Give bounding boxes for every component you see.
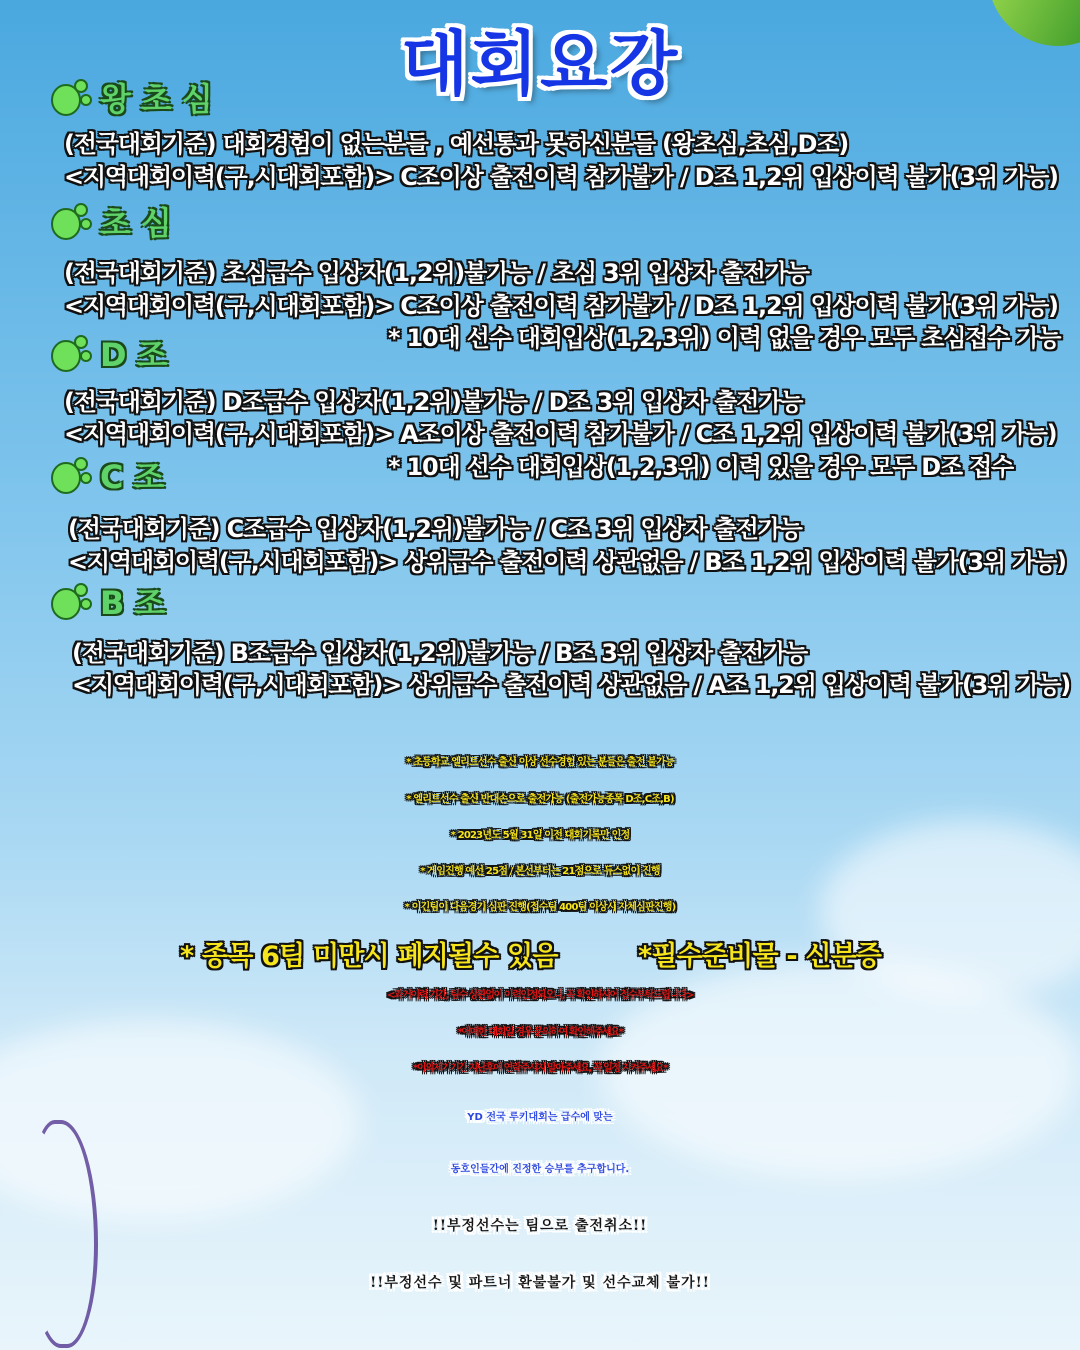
section-note: * 10대 선수 대회입상(1,2,3위) 이력 있을 경우 모두 D조 접수 — [388, 453, 1014, 481]
page-title: 대회요강 — [400, 23, 680, 105]
section-line: (전국대회기준) B조급수 입상자(1,2위)불가능 / B조 3위 입상자 출전가능 — [72, 639, 807, 667]
section-line: (전국대회기준) C조급수 입상자(1,2위)불가능 / C조 3위 입상자 출전가능 — [68, 515, 802, 543]
slogan-line: 동호인들간에 진정한 승부를 추구합니다. — [450, 1164, 630, 1175]
warning-line: *애매한 대회일 경우 문의하여 확인해주세요* — [457, 1027, 623, 1038]
section-label: B조 — [100, 584, 176, 622]
section-line: (전국대회기준) 초심급수 입상자(1,2위)불가능 / 초심 3위 입상자 출전가능 — [64, 259, 809, 287]
slogan-line: YD 전국 루키대회는 급수에 맞는 — [467, 1112, 613, 1123]
green-footprint-icon — [48, 454, 94, 496]
required-items-note: *필수준비물 - 신분증 — [638, 941, 882, 972]
section-line: <지역대회이력(구,시대회포함)> 상위급수 출전이력 상관없음 / A조 1,2위 입상이력 불가(3위 가능) — [72, 671, 1071, 699]
section-header-d — [48, 330, 177, 376]
notice-line: * 초등학교 엘리트선수 출신 이상 선수경험 있는 분들은 출전 불가능 — [406, 757, 674, 768]
section-line: <지역대회이력(구,시대회포함)> C조이상 출전이력 참가불가 / D조 1,2위 입상이력 불가(3위 가능) — [64, 292, 1058, 320]
notice-line: * 게임진행 예선 25점 / 본선부터는 21점으로 듀스없이 진행 — [420, 866, 660, 877]
section-label: 초심 — [100, 204, 182, 242]
section-header-wangchosim — [48, 74, 223, 120]
notice-line: * 이긴팀이 다음경기 심판 진행(접수팀 400팀 이상시 자체심판진행) — [404, 902, 676, 913]
section-label: 왕초심 — [100, 80, 223, 118]
green-footprint-icon — [48, 332, 94, 374]
section-label: C조 — [100, 458, 175, 496]
section-line: <지역대회이력(구,시대회포함)> 상위급수 출전이력 상관없음 / B조 1,2위 입상이력 불가(3위 가능) — [68, 548, 1066, 576]
green-footprint-icon — [48, 76, 94, 118]
section-line: <지역대회이력(구,시대회포함)> A조이상 출전이력 참가불가 / C조 1,2위 입상이력 불가(3위 가능) — [64, 420, 1057, 448]
notice-line: * 종목 6팀 미만시 폐지될수 있음 — [180, 941, 558, 972]
notice-line: * 엘리트선수 출신 반대손으로 출전가능 (출전가능종목 D조,C조,B) — [406, 794, 674, 805]
section-header-c — [48, 452, 174, 498]
green-footprint-icon — [48, 200, 94, 242]
section-note: * 10대 선수 대회입상(1,2,3위) 이력 없을 경우 모두 초심접수 가능 — [388, 324, 1061, 352]
section-line: (전국대회기준) 대회경험이 없는분들 , 예선통과 못하신분들 (왕초심,초심,D조) — [64, 130, 848, 158]
warning-line: <과거이력 기간, 팀수 상관없이 이력인정되오니, 꼭 확인하시어 접수부탁드립니다> — [387, 990, 693, 1001]
green-footprint-icon — [48, 580, 94, 622]
section-header-chosim — [48, 198, 182, 244]
closing-line: !!부정선수 및 파트너 환불불가 및 선수교체 불가!! — [370, 1275, 710, 1291]
section-header-b — [48, 578, 175, 624]
warning-line: *이의제기기간 지난후에 연락주시지 말아주세요, 꼭 일정 지켜주세요* — [413, 1063, 667, 1074]
section-line: (전국대회기준) D조급수 입상자(1,2위)불가능 / D조 3위 입상자 출전가능 — [64, 388, 803, 416]
closing-line: !!부정선수는 팀으로 출전취소!! — [432, 1218, 648, 1234]
notice-line: * 2023년도 5월 31일 이전 대회기록만 인정 — [450, 830, 630, 841]
section-label: D조 — [100, 336, 178, 374]
section-line: <지역대회이력(구,시대회포함)> C조이상 출전이력 참가불가 / D조 1,2위 입상이력 불가(3위 가능) — [64, 163, 1058, 191]
